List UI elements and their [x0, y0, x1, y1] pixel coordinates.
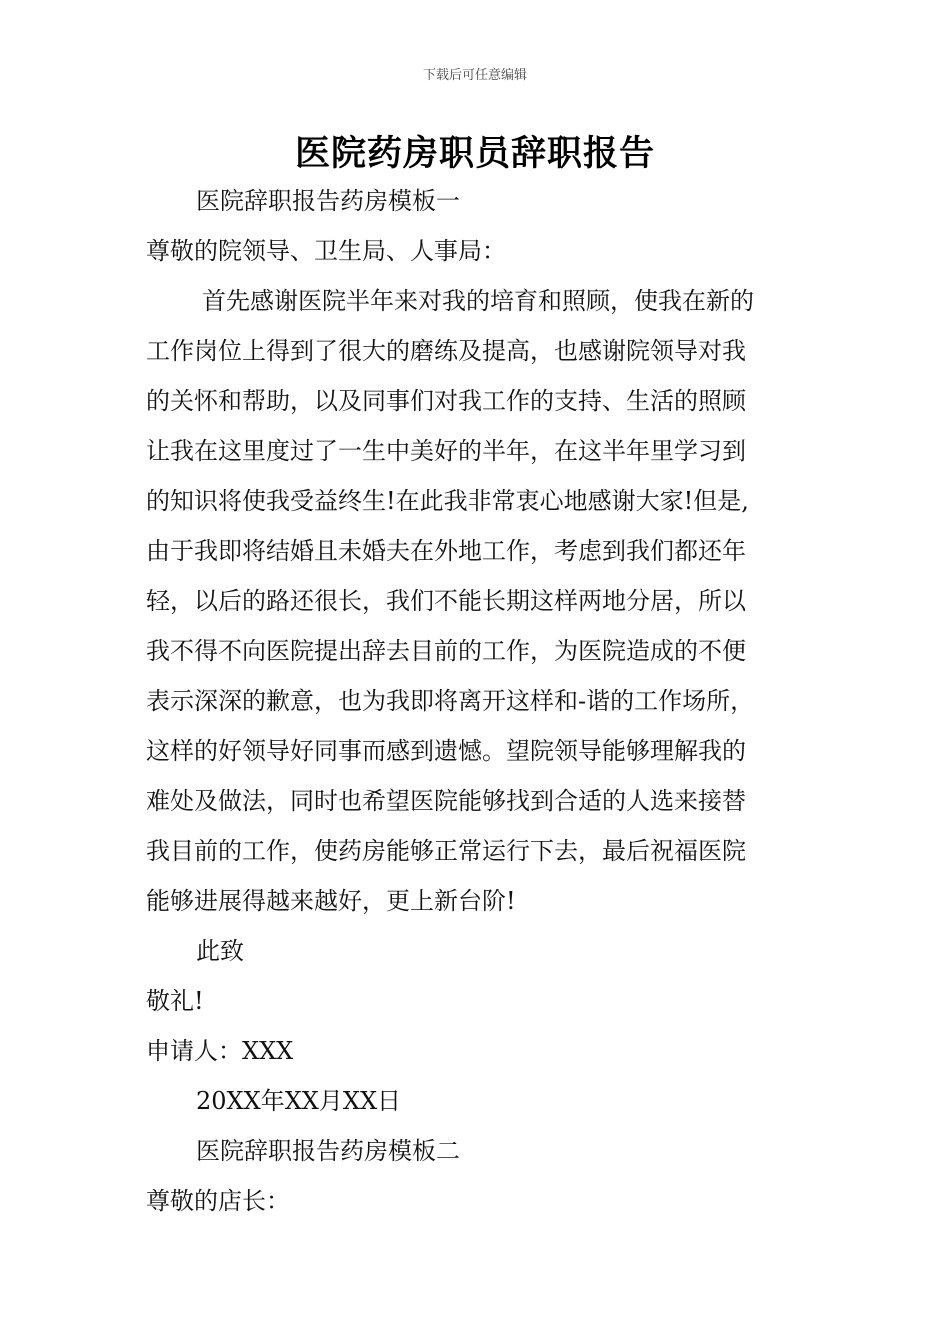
body-line: 我不得不向医院提出辞去目前的工作，为医院造成的不便: [146, 637, 746, 665]
body-line: 工作岗位上得到了很大的磨练及提高，也感谢院领导对我: [146, 337, 746, 365]
date: 20XX年XX月XX日: [196, 1087, 402, 1115]
closing-cizhi: 此致: [196, 937, 244, 965]
applicant: 申请人：XXX: [146, 1037, 294, 1065]
salutation-two: 尊敬的店长：: [146, 1187, 290, 1215]
document-body: [146, 176, 826, 1226]
section-heading-template-two: 医院辞职报告药房模板二: [196, 1137, 460, 1165]
section-heading-template-one: 医院辞职报告药房模板一: [196, 187, 460, 215]
body-line: 难处及做法，同时也希望医院能够找到合适的人选来接替: [146, 787, 746, 815]
body-line: 首先感谢医院半年来对我的培育和照顾，使我在新的: [202, 287, 754, 315]
salutation: 尊敬的院领导、卫生局、人事局：: [146, 237, 506, 265]
body-line: 的知识将使我受益终生!在此我非常衷心地感谢大家!但是,: [146, 487, 749, 515]
body-line: 这样的好领导好同事而感到遗憾。望院领导能够理解我的: [146, 737, 746, 765]
body-line: 由于我即将结婚且未婚夫在外地工作，考虑到我们都还年: [146, 537, 746, 565]
body-line: 让我在这里度过了一生中美好的半年，在这半年里学习到: [146, 437, 746, 465]
body-line: 的关怀和帮助，以及同事们对我工作的支持、生活的照顾: [146, 387, 746, 415]
header-note: 下载后可任意编辑: [422, 68, 527, 83]
closing-jingli: 敬礼!: [146, 987, 204, 1015]
body-line: 轻，以后的路还很长，我们不能长期这样两地分居，所以: [146, 587, 746, 615]
document-title: 医院药房职员辞职报告: [294, 134, 655, 174]
body-line: 我目前的工作，使药房能够正常运行下去，最后祝福医院: [146, 837, 746, 865]
body-line: 能够进展得越来越好，更上新台阶!: [146, 887, 516, 915]
body-line: 表示深深的歉意，也为我即将离开这样和-谐的工作场所，: [146, 687, 755, 715]
